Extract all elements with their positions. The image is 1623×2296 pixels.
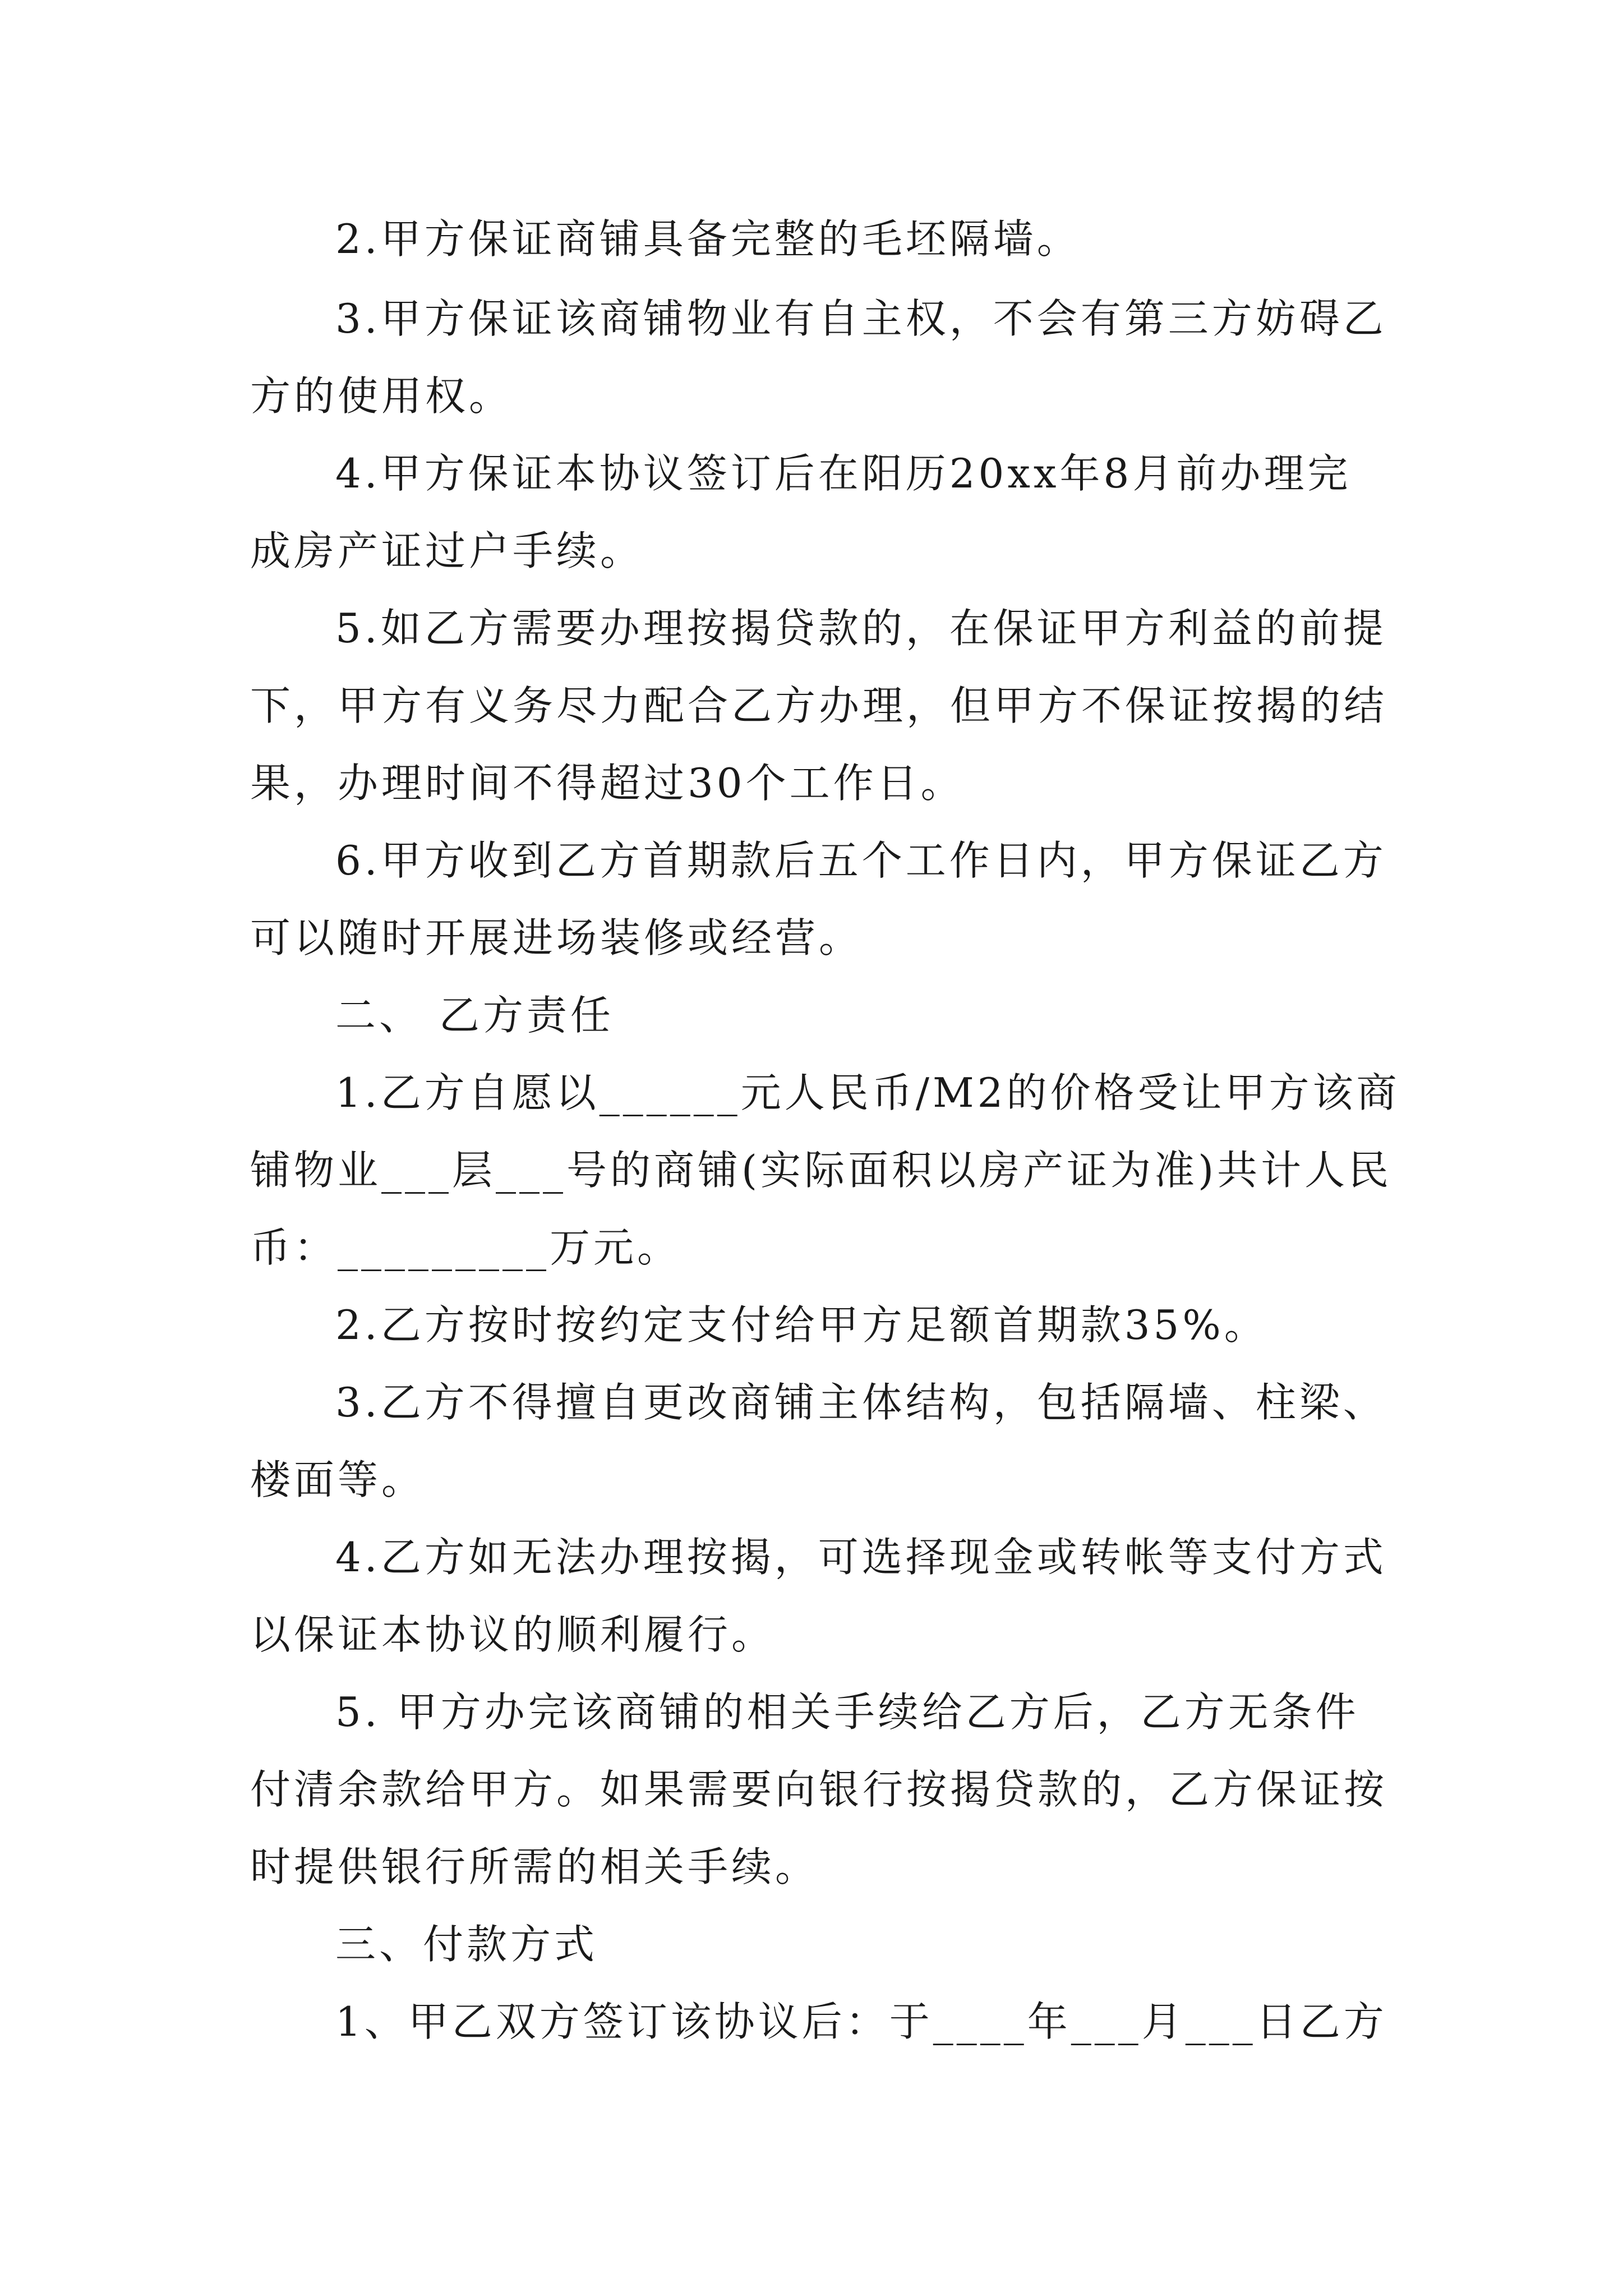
clause-b3-line-1: 3.乙方不得擅自更改商铺主体结构，包括隔墙、柱梁、 — [335, 1379, 1387, 1426]
clause-b1-line-1: 1.乙方自愿以______元人民币/M2的价格受让甲方该商 — [335, 1069, 1400, 1116]
section-heading-party-b: 二、 乙方责任 — [335, 992, 614, 1039]
clause-b4-line-1: 4.乙方如无法办理按揭，可选择现金或转帐等支付方式 — [335, 1534, 1387, 1581]
clause-b2-line-1: 2.乙方按时按约定支付给甲方足额首期款35%。 — [335, 1301, 1268, 1349]
clause-a6-line-1: 6.甲方收到乙方首期款后五个工作日内，甲方保证乙方 — [335, 837, 1387, 884]
clause-a4-line-2: 成房产证过户手续。 — [250, 527, 644, 574]
clause-b5-line-2: 付清余款给甲方。如果需要向银行按揭贷款的，乙方保证按 — [250, 1766, 1388, 1813]
clause-b1-line-2: 铺物业___层___号的商铺(实际面积以房产证为准)共计人民 — [250, 1147, 1393, 1194]
clause-a2-line-1: 2.甲方保证商铺具备完整的毛坯隔墙。 — [335, 215, 1081, 263]
clause-b3-line-2: 楼面等。 — [250, 1456, 426, 1503]
clause-a6-line-2: 可以随时开展进场装修或经营。 — [250, 914, 863, 961]
clause-b5-line-3: 时提供银行所需的相关手续。 — [250, 1843, 819, 1890]
clause-b1-line-3: 币：_________万元。 — [250, 1224, 681, 1271]
clause-c1-line-1: 1、甲乙双方签订该协议后：于____年___月___日乙方 — [335, 1998, 1387, 2045]
clause-a4-line-1: 4.甲方保证本协议签订后在阳历20xx年8月前办理完 — [335, 450, 1352, 497]
section-heading-payment: 三、付款方式 — [335, 1921, 598, 1968]
clause-a3-line-1: 3.甲方保证该商铺物业有自主权，不会有第三方妨碍乙 — [335, 295, 1387, 342]
clause-b4-line-2: 以保证本协议的顺利履行。 — [250, 1611, 776, 1658]
clause-b5-line-1: 5. 甲方办完该商铺的相关手续给乙方后，乙方无条件 — [335, 1688, 1359, 1736]
clause-a3-line-2: 方的使用权。 — [250, 372, 513, 420]
clause-a5-line-2: 下，甲方有义务尽力配合乙方办理，但甲方不保证按揭的结 — [250, 682, 1388, 729]
clause-a5-line-1: 5.如乙方需要办理按揭贷款的，在保证甲方利益的前提 — [335, 605, 1387, 652]
clause-a5-line-3: 果，办理时间不得超过30个工作日。 — [250, 760, 965, 807]
